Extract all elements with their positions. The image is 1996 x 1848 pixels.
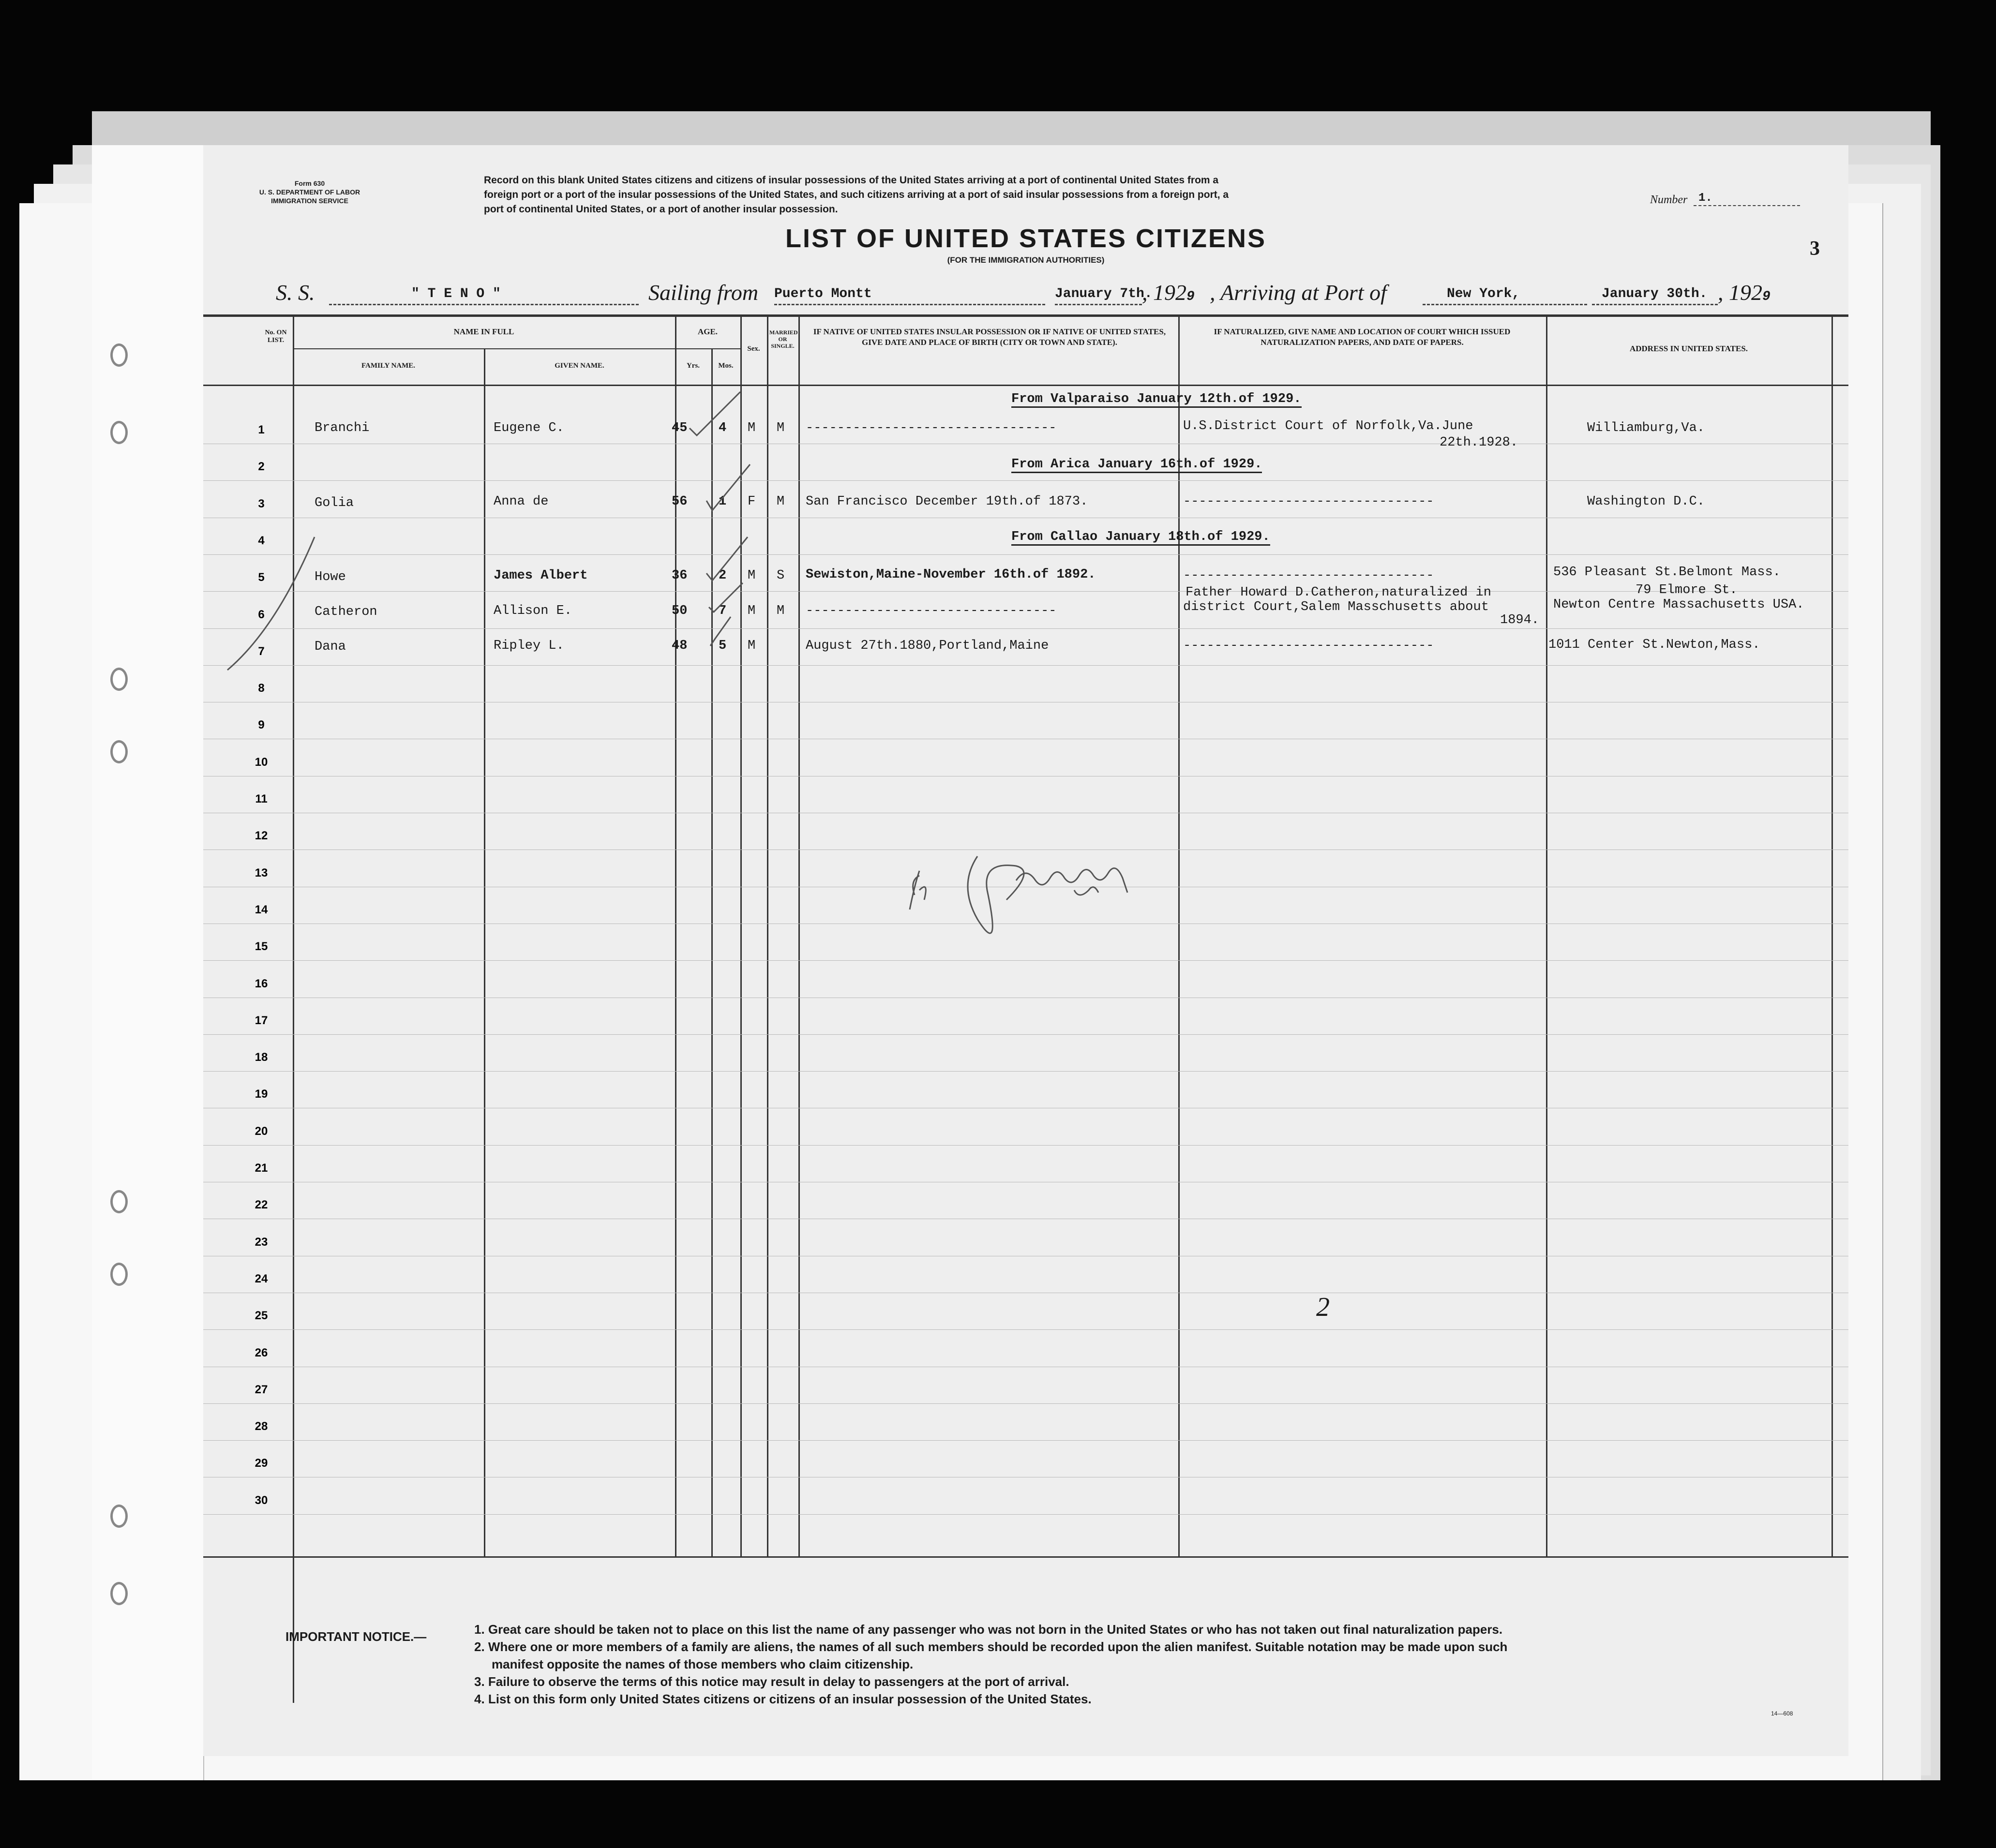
sailing-year-prefix: , 192 bbox=[1142, 280, 1186, 305]
notice-text bbox=[474, 1621, 1507, 1708]
row-number: 17 bbox=[255, 1013, 268, 1027]
naturalization-cell: -------------------------------- bbox=[1183, 568, 1434, 583]
col-mos: Mos. bbox=[718, 362, 734, 370]
given-name-cell: Anna de bbox=[494, 494, 549, 509]
naturalization-cell: 1894. bbox=[1500, 613, 1540, 627]
sex-cell: M bbox=[748, 568, 756, 583]
punch-hole bbox=[110, 740, 128, 763]
row-number: 6 bbox=[258, 608, 265, 621]
form-subtitle: (FOR THE IMMIGRATION AUTHORITIES) bbox=[947, 255, 1105, 265]
sex-cell: M bbox=[748, 421, 756, 435]
given-name-cell: Ripley L. bbox=[494, 639, 564, 653]
row-number: 13 bbox=[255, 866, 268, 879]
row-number: 21 bbox=[255, 1162, 268, 1175]
row-number: 24 bbox=[255, 1272, 268, 1285]
col-age: AGE. bbox=[697, 327, 718, 336]
sailing-year-digit: 9 bbox=[1186, 289, 1195, 304]
signature-stroke bbox=[968, 856, 1024, 933]
age-yrs-cell: 50 bbox=[672, 604, 688, 618]
birth-cell: -------------------------------- bbox=[806, 604, 1057, 618]
punch-hole bbox=[110, 1190, 128, 1213]
form-title: LIST OF UNITED STATES CITIZENS bbox=[785, 224, 1266, 253]
naturalization-cell: district Court,Salem Masschusetts about bbox=[1183, 600, 1489, 614]
row-number: 15 bbox=[255, 940, 268, 954]
birth-cell: -------------------------------- bbox=[806, 421, 1057, 435]
section-heading: From Arica January 16th.of 1929. bbox=[1011, 457, 1262, 473]
row-number: 2 bbox=[258, 460, 265, 474]
address-cell: 79 Elmore St. bbox=[1636, 583, 1738, 597]
age-mos-cell: 2 bbox=[719, 568, 727, 583]
age-mos-cell: 5 bbox=[719, 639, 727, 653]
row-number: 19 bbox=[255, 1088, 268, 1101]
sex-cell: M bbox=[748, 604, 756, 618]
page-number: 3 bbox=[1810, 238, 1820, 260]
naturalization-cell: -------------------------------- bbox=[1183, 639, 1434, 653]
punch-hole bbox=[110, 343, 128, 367]
col-sex: Sex. bbox=[747, 345, 760, 353]
age-yrs-cell: 45 bbox=[672, 421, 688, 435]
row-number: 3 bbox=[258, 497, 265, 510]
col-married-single: MARRIED OR SINGLE. bbox=[769, 329, 798, 349]
notice-item: 4. List on this form only United States citizens or citizens of an insular possession of the United States. bbox=[474, 1692, 1092, 1706]
row-number: 4 bbox=[258, 534, 265, 547]
row-number: 8 bbox=[258, 682, 265, 695]
family-name-cell: Golia bbox=[315, 496, 354, 510]
notice-item: 2. Where one or more members of a family are aliens, the names of all such members should be recorded upon the alien manifest. Suitable notation may be made upon such bbox=[474, 1639, 1508, 1654]
sailing-port: Puerto Montt bbox=[774, 286, 872, 301]
family-name-cell: Branchi bbox=[315, 421, 370, 435]
punch-hole bbox=[110, 1505, 128, 1528]
notice-heading: IMPORTANT NOTICE.— bbox=[285, 1629, 427, 1644]
col-name-in-full: NAME IN FULL bbox=[453, 327, 514, 336]
col-yrs: Yrs. bbox=[686, 362, 700, 370]
department-name: U. S. DEPARTMENT OF LABOR bbox=[259, 188, 360, 196]
binder-strip bbox=[92, 145, 204, 1780]
arriving-label: , Arriving at Port of bbox=[1210, 280, 1387, 305]
age-yrs-cell: 56 bbox=[672, 494, 688, 509]
row-number: 14 bbox=[255, 903, 268, 916]
form-number: Form 630 bbox=[294, 179, 325, 187]
birth-cell: San Francisco December 19th.of 1873. bbox=[806, 494, 1088, 509]
address-cell: Williamburg,Va. bbox=[1587, 421, 1705, 435]
naturalization-cell: Father Howard D.Catheron,naturalized in bbox=[1186, 585, 1491, 600]
handwritten-marks bbox=[203, 145, 1848, 1756]
marital-cell: M bbox=[777, 494, 785, 509]
check-mark bbox=[706, 537, 748, 581]
address-cell: 1011 Center St.Newton,Mass. bbox=[1548, 638, 1760, 652]
col-birth-info: IF NATIVE OF UNITED STATES INSULAR POSSESSION OR IF NATIVE OF UNITED STATES, GIVE DATE AND PLACE OF BIRTH (CITY OR TOWN AND STATE). bbox=[813, 327, 1166, 347]
col-no-on-list: No. ON LIST. bbox=[265, 329, 287, 344]
row-number: 12 bbox=[255, 829, 268, 843]
family-name-cell: Catheron bbox=[315, 605, 377, 619]
check-mark bbox=[690, 392, 740, 435]
row-number: 30 bbox=[255, 1493, 268, 1507]
record-line: foreign port or a port of the insular possessions of the United States, and such citizens arriving at a port of said insular possessions from a foreign port, a bbox=[484, 189, 1229, 200]
row-number: 29 bbox=[255, 1457, 268, 1470]
address-cell: Washington D.C. bbox=[1587, 494, 1705, 509]
service-name: IMMIGRATION SERVICE bbox=[271, 197, 348, 205]
ss-label: S. S. bbox=[276, 280, 315, 305]
naturalization-cell: -------------------------------- bbox=[1183, 494, 1434, 509]
number-value: 1. bbox=[1698, 192, 1712, 205]
sailing-label: Sailing from bbox=[648, 280, 759, 305]
handwritten-number: 2 bbox=[1316, 1292, 1330, 1322]
col-family-name: FAMILY NAME. bbox=[361, 362, 416, 370]
col-given-name: GIVEN NAME. bbox=[555, 362, 604, 370]
family-name-cell: Dana bbox=[315, 640, 346, 654]
row-number: 5 bbox=[258, 571, 265, 584]
manifest-page bbox=[203, 145, 1848, 1756]
punch-hole bbox=[110, 421, 128, 444]
check-mark bbox=[227, 537, 315, 670]
row-number: 18 bbox=[255, 1051, 268, 1064]
row-number: 20 bbox=[255, 1124, 268, 1138]
marital-cell: M bbox=[777, 604, 785, 618]
row-number: 16 bbox=[255, 977, 268, 990]
print-code: 14—608 bbox=[1771, 1710, 1793, 1717]
arrival-year-digit: 9 bbox=[1762, 289, 1771, 304]
notice-item: 1. Great care should be taken not to place on this list the name of any passenger who was not born in the United States or who has not taken out final naturalization papers. bbox=[474, 1622, 1503, 1637]
age-mos-cell: 7 bbox=[719, 604, 727, 618]
check-mark bbox=[710, 617, 731, 646]
signature-stroke bbox=[1016, 868, 1127, 893]
row-number: 22 bbox=[255, 1198, 268, 1212]
naturalization-cell: U.S.District Court of Norfolk,Va.June bbox=[1183, 419, 1473, 433]
number-label: Number bbox=[1650, 194, 1688, 206]
given-name-cell: Eugene C. bbox=[494, 421, 564, 435]
row-number: 7 bbox=[258, 644, 265, 658]
col-naturalized: IF NATURALIZED, GIVE NAME AND LOCATION OF COURT WHICH ISSUED NATURALIZATION PAPERS, AND DATE OF PAPERS. bbox=[1214, 327, 1511, 347]
row-number: 27 bbox=[255, 1383, 268, 1396]
section-heading: From Callao January 18th.of 1929. bbox=[1011, 530, 1270, 546]
col-address: ADDRESS IN UNITED STATES. bbox=[1629, 344, 1748, 353]
notice-item: manifest opposite the names of those members who claim citizenship. bbox=[492, 1657, 914, 1671]
row-number: 26 bbox=[255, 1346, 268, 1359]
arrival-date: January 30th. bbox=[1602, 286, 1708, 301]
given-name-cell: Allison E. bbox=[494, 604, 572, 618]
age-mos-cell: 4 bbox=[719, 421, 727, 435]
sex-cell: F bbox=[748, 494, 756, 509]
record-line: port of continental United States, or a port of another insular possession. bbox=[484, 204, 838, 215]
sailing-date: January 7th. bbox=[1055, 286, 1153, 301]
address-cell: 536 Pleasant St.Belmont Mass. bbox=[1553, 565, 1781, 580]
arrival-year-prefix: , 192 bbox=[1718, 280, 1762, 305]
row-number: 11 bbox=[255, 792, 268, 805]
punch-hole bbox=[110, 668, 128, 691]
ship-name: " T E N O " bbox=[411, 286, 501, 301]
marital-cell: M bbox=[777, 421, 785, 435]
age-mos-cell: 1 bbox=[719, 494, 727, 509]
row-number: 28 bbox=[255, 1420, 268, 1433]
section-heading: From Valparaiso January 12th.of 1929. bbox=[1011, 392, 1302, 408]
punch-hole bbox=[110, 1582, 128, 1605]
signature-stroke bbox=[910, 871, 926, 909]
age-yrs-cell: 36 bbox=[672, 568, 688, 583]
family-name-cell: Howe bbox=[315, 570, 346, 584]
row-number: 23 bbox=[255, 1235, 268, 1249]
sex-cell: M bbox=[748, 639, 756, 653]
birth-cell: August 27th.1880,Portland,Maine bbox=[806, 639, 1049, 653]
record-line: Record on this blank United States citizens and citizens of insular possessions of the United States arriving at a port of continental United States from a bbox=[484, 175, 1219, 186]
notice-item: 3. Failure to observe the terms of this notice may result in delay to passengers at the port of arrival. bbox=[474, 1674, 1069, 1689]
check-mark bbox=[709, 583, 743, 612]
signature-stroke bbox=[1074, 887, 1098, 895]
check-mark bbox=[706, 464, 750, 510]
marital-cell: S bbox=[777, 568, 785, 583]
row-number: 25 bbox=[255, 1309, 268, 1323]
given-name-cell: James Albert bbox=[494, 568, 588, 583]
row-number: 9 bbox=[258, 718, 265, 732]
row-number: 10 bbox=[255, 755, 268, 769]
arrival-port: New York, bbox=[1447, 286, 1520, 301]
naturalization-cell: 22th.1928. bbox=[1440, 435, 1518, 450]
age-yrs-cell: 48 bbox=[672, 639, 688, 653]
birth-cell: Sewiston,Maine-November 16th.of 1892. bbox=[806, 567, 1096, 582]
address-cell: Newton Centre Massachusetts USA. bbox=[1553, 597, 1804, 612]
row-number: 1 bbox=[258, 423, 265, 436]
punch-hole bbox=[110, 1263, 128, 1286]
